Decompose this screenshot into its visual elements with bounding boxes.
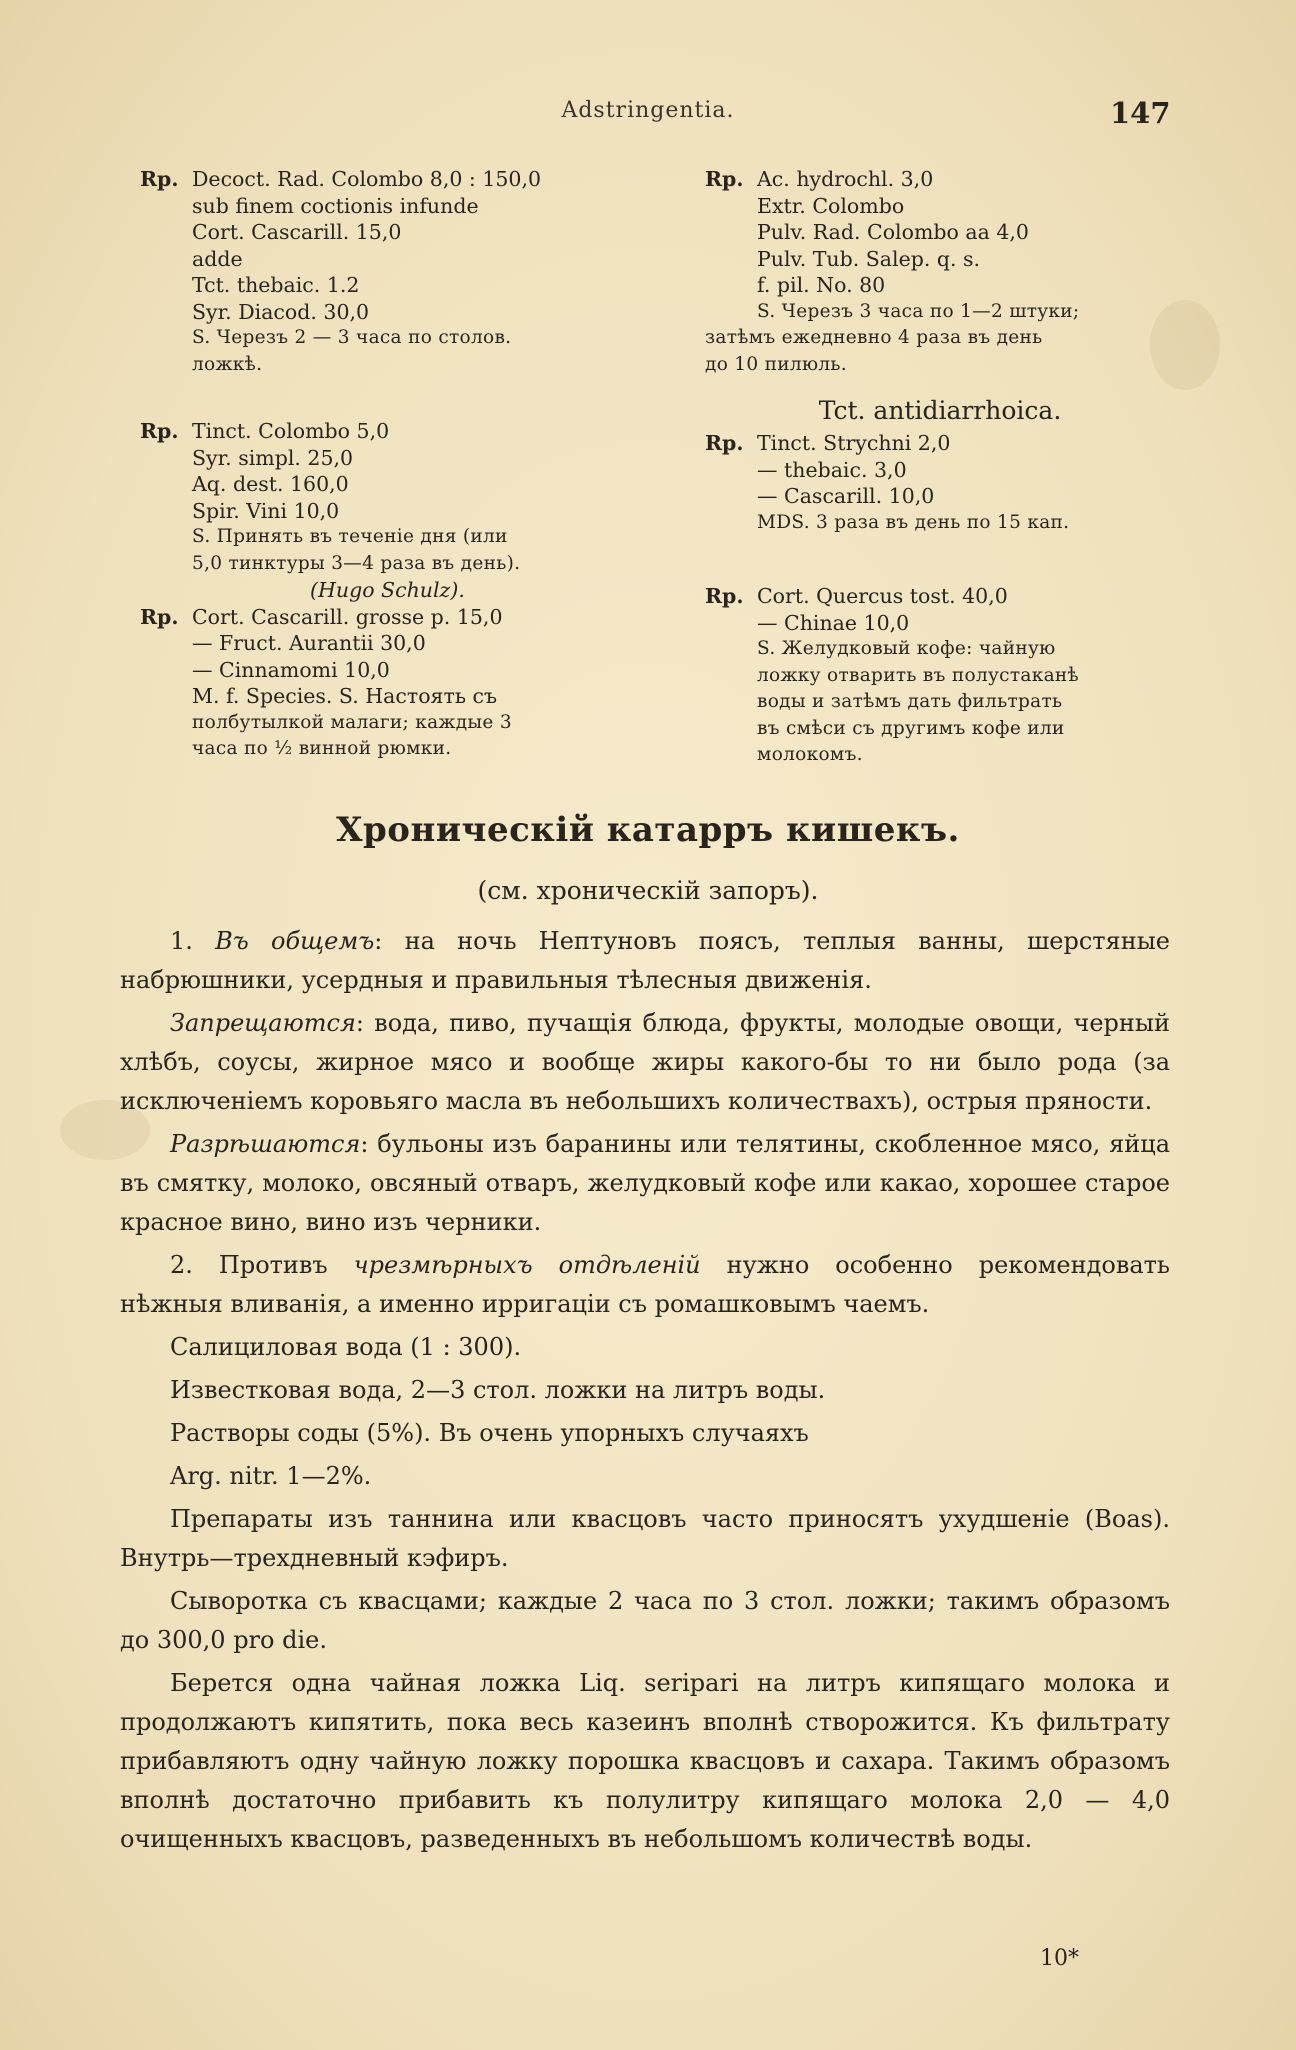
paragraph-text: : вода, пиво, пучащія блюда, фрукты, молодые овощи, черный хлѣбъ, соусы, жирное мясо и вообще жиры какого-бы то ни было рода (за исключеніемъ коровьяго масла въ небольшихъ количествахъ), острыя пряности.	[120, 1009, 1170, 1115]
prescription	[705, 430, 1175, 536]
rx-line: воды и затѣмъ дать фильтрать	[757, 691, 1063, 712]
rx-line: S. Черезъ 3 часа по 1—2 штуки;	[757, 300, 1080, 322]
rx-first-line: Cort. Cascarill. grosse p. 15,0	[192, 604, 503, 629]
rx-line: S. Черезъ 2 — 3 часа по столов.	[192, 327, 512, 348]
paragraph-lead: 2. Противъ	[170, 1251, 354, 1279]
paragraph: Салициловая вода (1 : 300).	[170, 1333, 522, 1361]
rx-first-line: Decoct. Rad. Colombo 8,0 : 150,0	[192, 167, 542, 191]
rx-line: Pulv. Rad. Colombo aa 4,0	[757, 220, 1029, 244]
rx-line: Tct. thebaic. 1.2	[192, 273, 360, 297]
left-column	[140, 166, 620, 378]
paragraph: Arg. nitr. 1—2%.	[170, 1462, 372, 1490]
rx-line: затѣмъ ежедневно 4 раза въ день	[705, 327, 1043, 348]
paragraph: Берется одна чайная ложка Liq. seripari на литръ кипящаго молока и продолжаютъ кипятить, пока весь казеинъ вполнѣ створожится. Къ фильтрату прибавляютъ одну чайную ложку порошка квасцовъ и сахара. Такимъ образомъ вполнѣ достаточно прибавить къ полулитру кипящаго молока 2,0 — 4,0 очищенныхъ квасцовъ, разведенныхъ въ небольшомъ количествѣ воды.	[120, 1669, 1170, 1853]
running-header: Adstringentia.	[561, 98, 735, 123]
paragraph	[120, 1246, 1170, 1324]
rx-line: MDS. 3 раза въ день по 15 кап.	[757, 511, 1070, 533]
section-title: Tct. antidiarrhoica.	[818, 396, 1062, 425]
rx-line: M. f. Species. S. Настоять съ	[192, 684, 498, 708]
paragraph-emphasis: Разрѣшаются	[170, 1130, 361, 1158]
rx-line: S. Желудковый кофе: чайную	[757, 638, 1056, 659]
rx-line: въ смѣси съ другимъ кофе или	[757, 717, 1065, 739]
prescription	[140, 418, 620, 604]
paragraph	[120, 1125, 1170, 1242]
paragraph	[120, 922, 1170, 1000]
section-heading: Хроническій катарръ кишекъ.	[336, 810, 960, 850]
rx-line: Cort. Cascarill. 15,0	[192, 220, 402, 244]
paragraph: Сыворотка съ квасцами; каждые 2 часа по 3 стол. ложки; такимъ образомъ до 300,0 pro die.	[120, 1587, 1170, 1654]
rx-line: — Cascarill. 10,0	[757, 484, 935, 508]
paragraph	[120, 1004, 1170, 1121]
rx-author: (Hugo Schulz).	[310, 578, 465, 602]
rx-first-line: Ac. hydrochl. 3,0	[757, 167, 934, 191]
paragraph: Растворы соды (5%). Въ очень упорныхъ случаяхъ	[170, 1419, 809, 1447]
paragraph-emphasis: чрезмѣрныхъ отдѣленій	[353, 1251, 701, 1279]
page-number: 147	[1110, 96, 1171, 130]
rx-line: — Cinnamomi 10,0	[192, 657, 390, 682]
rx-line: f. pil. No. 80	[757, 273, 886, 297]
rx-line: sub finem coctionis infunde	[192, 193, 479, 218]
paragraph-text: : бульоны изъ баранины или телятины, скобленное мясо, яйца въ смятку, молоко, овсяный отваръ, желудковый кофе или какао, хорошее старое красное вино, вино изъ черники.	[120, 1130, 1170, 1236]
rx-line: — Chinae 10,0	[757, 610, 910, 635]
rp-label: Rp.	[705, 431, 744, 455]
rp-label: Rp.	[140, 604, 179, 629]
right-column	[705, 430, 1175, 536]
rp-label: Rp.	[140, 167, 179, 191]
printer-signature: 10*	[1040, 1946, 1079, 1971]
rx-first-line: Tinct. Strychni 2,0	[757, 431, 951, 455]
prescription	[705, 583, 1175, 769]
rx-line: полбутылкой малаги; каждые 3	[192, 711, 512, 733]
rx-line: Syr. Diacod. 30,0	[192, 299, 370, 324]
rx-line: — Fruct. Aurantii 30,0	[192, 631, 426, 655]
prescription	[140, 604, 620, 763]
paragraph-lead: 1.	[170, 927, 216, 955]
rx-first-line: Cort. Quercus tost. 40,0	[757, 584, 1008, 608]
rx-line: 5,0 тинктуры 3—4 раза въ день).	[192, 552, 521, 574]
paragraph-emphasis: Запрещаются	[170, 1009, 356, 1037]
rx-line: молокомъ.	[757, 744, 863, 765]
rp-label: Rp.	[705, 167, 744, 191]
section-subheading: (см. хроническій запоръ).	[477, 876, 819, 905]
paragraph-text: нужно особенно рекомендовать нѣжныя вливанія, а именно ирригаціи съ ромашковымъ чаемъ.	[120, 1251, 1170, 1318]
rx-first-line: Tinct. Colombo 5,0	[192, 419, 390, 443]
rx-line: до 10 пилюль.	[705, 353, 847, 375]
paragraph-emphasis: Въ общемъ	[215, 927, 375, 955]
prescription	[140, 166, 620, 378]
rx-line: Spir. Vini 10,0	[192, 498, 340, 523]
left-column	[140, 418, 620, 763]
prescription	[705, 166, 1175, 378]
rp-label: Rp.	[140, 419, 179, 443]
rx-line: ложку отварить въ полустаканѣ	[757, 664, 1079, 686]
body-text	[120, 922, 1170, 1863]
rx-line: — thebaic. 3,0	[757, 457, 907, 482]
rx-line: Syr. simpl. 25,0	[192, 445, 354, 470]
right-column	[705, 583, 1175, 769]
rp-label: Rp.	[705, 584, 744, 608]
rx-line: S. Принять въ теченіе дня (или	[192, 526, 508, 547]
rx-line: ложкѣ.	[192, 353, 263, 375]
paragraph-text: : на ночь Нептуновъ поясъ, теплыя ванны, шерстяные набрюшники, усердныя и правильныя тѣлесныя движенія.	[120, 927, 1171, 994]
right-column	[705, 166, 1175, 378]
paragraph: Препараты изъ таннина или квасцовъ часто приносятъ ухудшеніе (Boas). Внутрь—трехдневный кэфиръ.	[120, 1505, 1170, 1572]
rx-line: adde	[192, 246, 243, 271]
rx-line: часа по ½ винной рюмки.	[192, 738, 452, 759]
paragraph: Известковая вода, 2—3 стол. ложки на литръ воды.	[170, 1376, 826, 1404]
rx-line: Extr. Colombo	[757, 193, 905, 218]
rx-line: Aq. dest. 160,0	[192, 472, 349, 496]
rx-line: Pulv. Tub. Salep. q. s.	[757, 246, 981, 271]
